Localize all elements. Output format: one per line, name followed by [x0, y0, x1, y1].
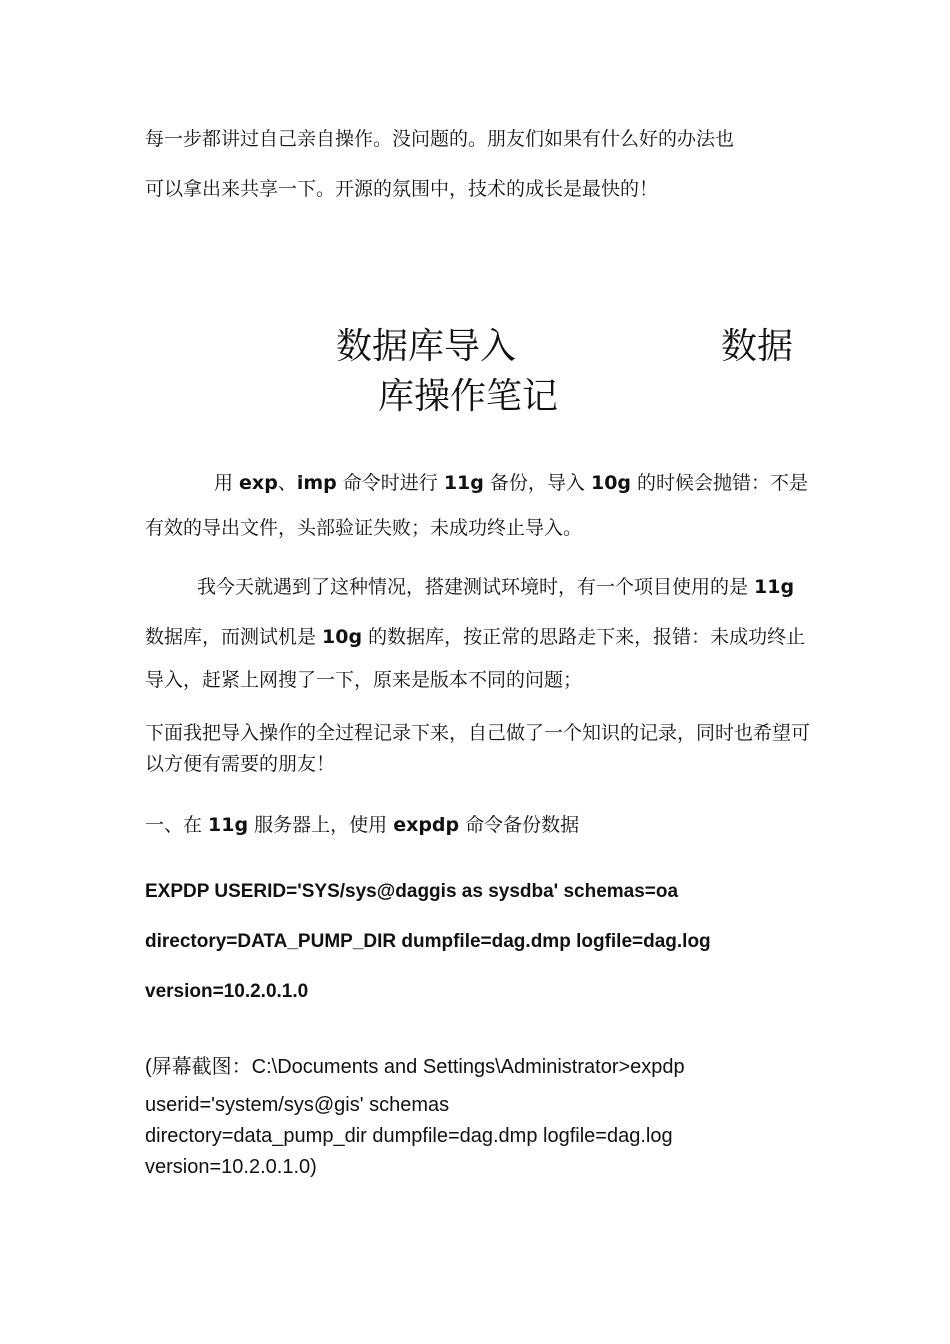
step1-text: 服务器上，使用	[248, 814, 394, 836]
command-line-1: EXPDP USERID='SYS/sys@daggis as sysdba' schemas=oa	[145, 881, 679, 902]
command-line-2: directory=DATA_PUMP_DIR dumpfile=dag.dmp logfile=dag.log	[145, 931, 711, 952]
step1-text: 一、在	[145, 814, 209, 836]
para1-text: 命令时进行	[336, 472, 444, 494]
para2-text: 的数据库，按正常的思路走下来，报错：未成功终止	[362, 626, 806, 648]
title-part-2: 数据	[721, 326, 794, 367]
para1-keyword-11g: 11g	[443, 472, 484, 494]
para1-line-2: 有效的导出文件，头部验证失败；未成功终止导入。	[145, 517, 583, 539]
para3-line-2: 以方便有需要的朋友！	[145, 753, 336, 775]
para1-text: 、	[277, 472, 297, 494]
title-part-3: 库操作笔记	[378, 376, 559, 417]
para2-line-3: 导入，赶紧上网搜了一下，原来是版本不同的问题；	[145, 669, 583, 691]
para1-keyword-exp: exp	[239, 472, 278, 494]
intro-line-1: 每一步都讲过自己亲自操作。没问题的。朋友们如果有什么好的办法也	[145, 128, 735, 150]
step1-keyword-expdp: expdp	[393, 814, 460, 836]
para1-line-1	[214, 468, 808, 495]
para1-keyword-10g: 10g	[590, 472, 632, 494]
intro-line-2: 可以拿出来共享一下。开源的氛围中，技术的成长是最快的！	[145, 178, 659, 200]
para2-text: 我今天就遇到了这种情况，搭建测试环境时，有一个项目使用的是	[197, 576, 755, 598]
command-line-3: version=10.2.0.1.0	[145, 981, 309, 1002]
para1-text: 用	[214, 472, 240, 494]
para2-line-2	[145, 622, 805, 649]
screenshot-line-1: (屏幕截图：C:\Documents and Settings\Administrator>expdp	[145, 1056, 685, 1078]
para1-keyword-imp: imp	[296, 472, 337, 494]
screenshot-line-2: userid='system/sys@gis' schemas	[145, 1094, 450, 1116]
step1-text: 命令备份数据	[459, 814, 580, 836]
step1-heading	[145, 810, 579, 837]
para2-keyword-10g: 10g	[322, 626, 363, 648]
para2-line-1	[197, 572, 794, 599]
para1-text: 备份，导入	[483, 472, 591, 494]
para2-keyword-11g: 11g	[754, 576, 795, 598]
title-part-1: 数据库导入	[336, 326, 517, 367]
screenshot-line-4: version=10.2.0.1.0)	[145, 1156, 317, 1178]
step1-keyword-11g: 11g	[208, 814, 249, 836]
para1-text: 的时候会抛错：不是	[631, 472, 809, 494]
screenshot-line-3: directory=data_pump_dir dumpfile=dag.dmp logfile=dag.log	[145, 1125, 673, 1147]
para3-line-1: 下面我把导入操作的全过程记录下来，自己做了一个知识的记录，同时也希望可	[145, 722, 811, 744]
para2-text: 数据库，而测试机是	[145, 626, 323, 648]
